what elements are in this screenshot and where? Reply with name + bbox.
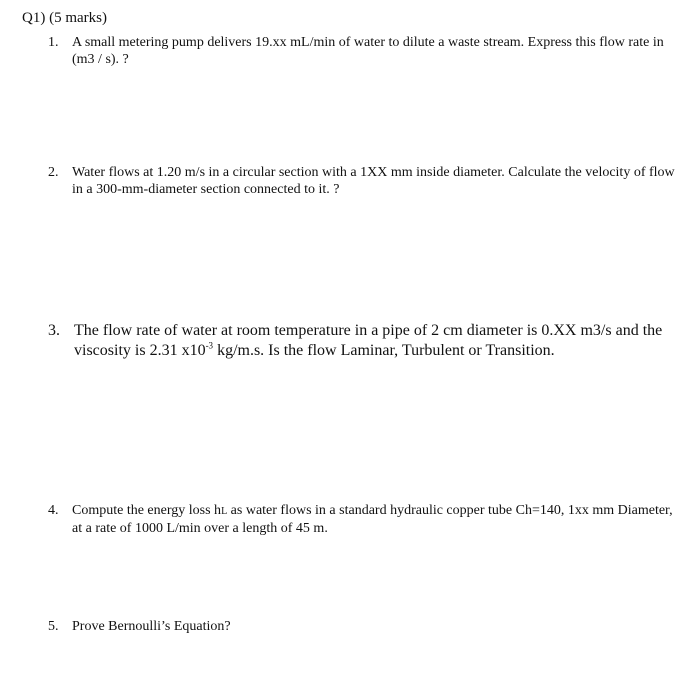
question-5 — [48, 618, 678, 635]
question-text-part: The flow rate of water at room temperature in a pipe of 2 cm diameter is 0.XX m3/s and the viscosity is 2.31 x10 — [74, 322, 663, 359]
question-text: Water flows at 1.20 m/s in a circular section with a 1XX mm inside diameter. Calculate the velocity of flow in a 300-mm-diameter section connected to it. ? — [72, 165, 675, 197]
question-number: 4. — [48, 503, 59, 518]
question-text — [74, 321, 678, 361]
question-text-part: as water flows in a standard hydraulic copper tube Ch=140, 1xx mm Diameter, at a rate of 1000 L/min over a length of 45 m. — [72, 503, 673, 536]
question-number: 5. — [48, 619, 59, 634]
question-text-part: Compute the energy loss h — [72, 503, 222, 518]
question-number: 3. — [48, 322, 60, 339]
question-text — [72, 502, 678, 537]
exponent: -3 — [205, 340, 214, 351]
question-text: Prove Bernoulli’s Equation? — [72, 619, 231, 634]
question-3 — [48, 321, 678, 361]
question-text: A small metering pump delivers 19.xx mL/min of water to dilute a waste stream. Express this flow rate in (m3 / s). ? — [72, 35, 664, 67]
question-4 — [48, 502, 678, 537]
subscript: L — [221, 506, 228, 517]
question-number: 1. — [48, 35, 59, 50]
question-2 — [48, 164, 678, 198]
question-text-part: kg/m.s. Is the flow Laminar, Turbulent or Transition. — [213, 342, 555, 359]
page-title: Q1) (5 marks) — [22, 10, 107, 26]
question-number: 2. — [48, 165, 59, 180]
question-1 — [48, 34, 678, 68]
